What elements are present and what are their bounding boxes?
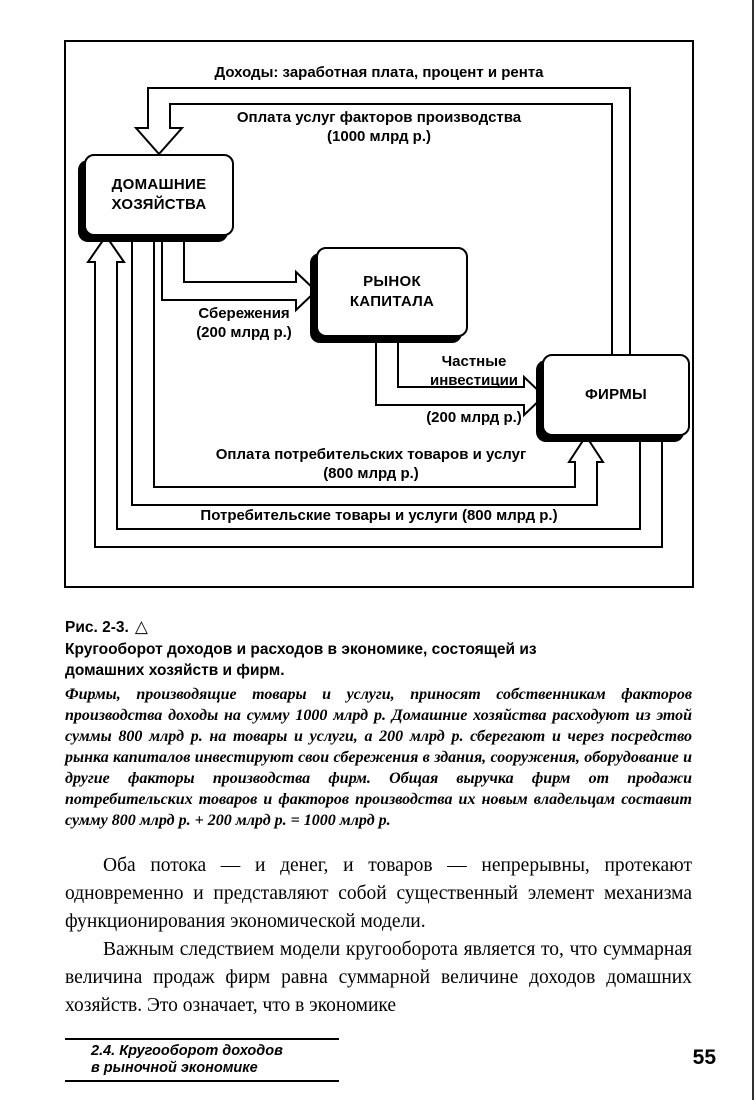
figure-number-line [65, 616, 625, 638]
footer-section-line2: в рыночной экономике [91, 1060, 258, 1076]
savings-value: (200 млрд р.) [196, 324, 292, 341]
consumption-payment-value: (800 млрд р.) [323, 465, 419, 482]
footer-section-line1: 2.4. Кругооборот доходов [91, 1043, 283, 1059]
firms-label: ФИРМЫ [584, 386, 648, 403]
households-box [84, 154, 234, 236]
capital-market-label-line1: РЫНОК [363, 273, 421, 290]
investment-text-line1: Частные [441, 353, 507, 370]
goods-flow-label: Потребительские товары и услуги (800 млрд р.) [200, 507, 558, 524]
income-flow-label: Доходы: заработная плата, процент и рента [214, 64, 544, 81]
running-footer [65, 1038, 339, 1082]
savings-label [164, 304, 324, 342]
capital-market-label-line2: КАПИТАЛА [349, 293, 435, 310]
body-paragraph-2: Важным следствием модели кругооборота является то, что суммарная величина продаж фирм равна суммарной величине доходов домашних хозяйств. Это означает, что в экономике [65, 939, 692, 1016]
consumption-payment-text: Оплата потребительских товаров и услуг [215, 446, 527, 463]
page-edge-line [752, 0, 754, 1100]
households-label-line1: ДОМАШНИЕ [111, 176, 207, 193]
factor-payment-label [66, 108, 692, 146]
figure-title: Кругооборот доходов и расходов в экономике, состоящей из домашних хозяйств и фирм. [65, 641, 537, 679]
body-text [65, 852, 692, 1020]
investment-value: (200 млрд р.) [426, 409, 522, 426]
firms-box [542, 354, 690, 436]
savings-text: Сбережения [198, 305, 290, 322]
figure-caption [65, 616, 625, 681]
figure-number: Рис. 2-3. [65, 619, 129, 636]
figure-2-3-diagram [64, 40, 694, 588]
factor-payment-value: (1000 млрд р.) [327, 128, 431, 145]
consumption-payment-label [211, 445, 531, 483]
households-label-line2: ХОЗЯЙСТВА [111, 196, 207, 213]
figure-annotation: Фирмы, производящие товары и услуги, приносят собственникам факторов производства доходы на сумму 1000 млрд р. Домашние хозяйства расходуют из этой суммы 800 млрд р. на товары и услуги, а 200 млрд р. сберегают и через посредство рынка капиталов инвестируют свои сбережения в здания, сооружения, оборудование и другие факторы производства фирм. Общая выручка фирм от продажи потребительских товаров и факторов производства их новым владельцам составит сумму 800 млрд р. + 200 млрд р. = 1000 млрд р. [65, 686, 692, 829]
triangle-marker-icon: △ [134, 617, 148, 636]
body-paragraph-1: Оба потока — и денег, и товаров — непрерывны, протекают одновременно и представляют собой существенный элемент механизма функционирования экономической модели. [65, 855, 692, 932]
page-number: 55 [692, 1046, 716, 1069]
investment-label [414, 352, 534, 390]
capital-market-box [316, 247, 468, 337]
investment-text-line2: инвестиции [429, 372, 519, 389]
factor-payment-text: Оплата услуг факторов производства [236, 109, 522, 126]
savings-flow-arrow [162, 230, 316, 310]
